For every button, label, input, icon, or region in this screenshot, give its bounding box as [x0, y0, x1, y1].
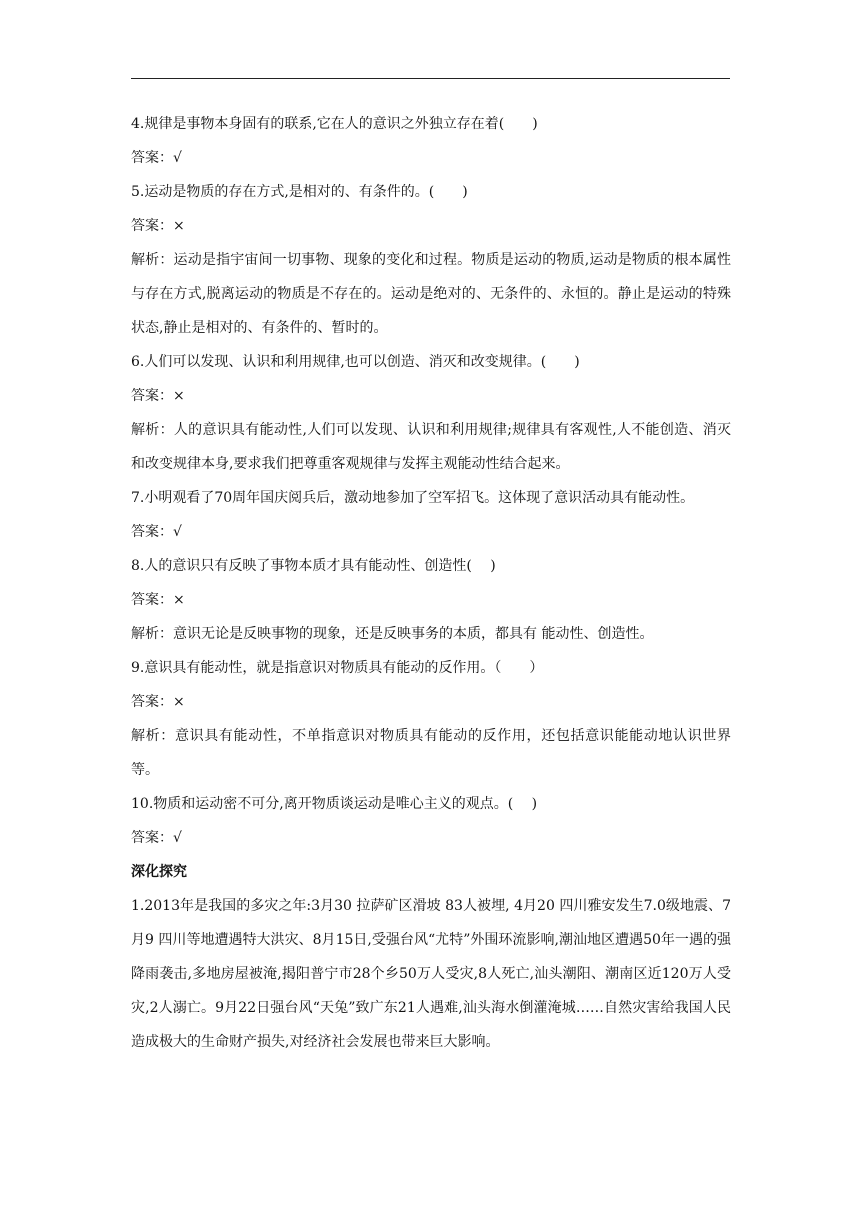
question-6: 6.人们可以发现、认识和利用规律,也可以创造、消灭和改变规律。( )	[131, 354, 580, 370]
answer-9: 答案：×	[131, 694, 185, 710]
explanation-6: 解析：人的意识具有能动性,人们可以发现、认识和利用规律;规律具有客观性,人不能创造、消灭和改变规律本身,要求我们把尊重客观规律与发挥主观能动性结合起来。	[131, 422, 731, 472]
answer-6: 答案：×	[131, 388, 185, 404]
explanation-9: 解析：意识具有能动性，不单指意识对物质具有能动的反作用，还包括意识能能动地认识世界等。	[131, 728, 731, 778]
header-rule	[131, 78, 730, 79]
document-content	[131, 107, 731, 1059]
question-9: 9.意识具有能动性，就是指意识对物质具有能动的反作用。（ ）	[131, 660, 544, 676]
answer-7: 答案：√	[131, 524, 182, 540]
answer-5: 答案：×	[131, 218, 185, 234]
question-10: 10.物质和运动密不可分,离开物质谈运动是唯心主义的观点。( )	[131, 796, 538, 812]
section-title: 深化探究	[131, 864, 187, 880]
answer-10: 答案：√	[131, 830, 182, 846]
deep-question-1: 1.2013年是我国的多灾之年:3月30 拉萨矿区滑坡 83人被埋, 4月20 四川雅安发生7.0级地震、7月9 四川等地遭遇特大洪灾、8月15日,受强台风“尤特”外围环流影响,潮汕地区遭遇50年一遇的强降雨袭击,多地房屋被淹,揭阳普宁市28个乡50万人受灾,8人死亡,汕头潮阳、潮南区近120万人受灾,2人溺亡。9月22日强台风“天兔”致广东21人遇难,汕头海水倒灌淹城……自然灾害给我国人民造成极大的生命财产损失,对经济社会发展也带来巨大影响。	[131, 898, 731, 1050]
question-5: 5.运动是物质的存在方式,是相对的、有条件的。( )	[131, 184, 468, 200]
question-8: 8.人的意识只有反映了事物本质才具有能动性、创造性( )	[131, 558, 496, 574]
explanation-8: 解析：意识无论是反映事物的现象，还是反映事务的本质，都具有 能动性、创造性。	[131, 626, 654, 642]
answer-8: 答案：×	[131, 592, 185, 608]
answer-4: 答案：√	[131, 150, 182, 166]
question-7: 7.小明观看了70周年国庆阅兵后，激动地参加了空军招飞。这体现了意识活动具有能动性。	[131, 490, 695, 506]
explanation-5: 解析：运动是指宇宙间一切事物、现象的变化和过程。物质是运动的物质,运动是物质的根本属性与存在方式,脱离运动的物质是不存在的。运动是绝对的、无条件的、永恒的。静止是运动的特殊状态,静止是相对的、有条件的、暂时的。	[131, 252, 731, 336]
question-4: 4.规律是事物本身固有的联系,它在人的意识之外独立存在着( )	[131, 116, 538, 132]
